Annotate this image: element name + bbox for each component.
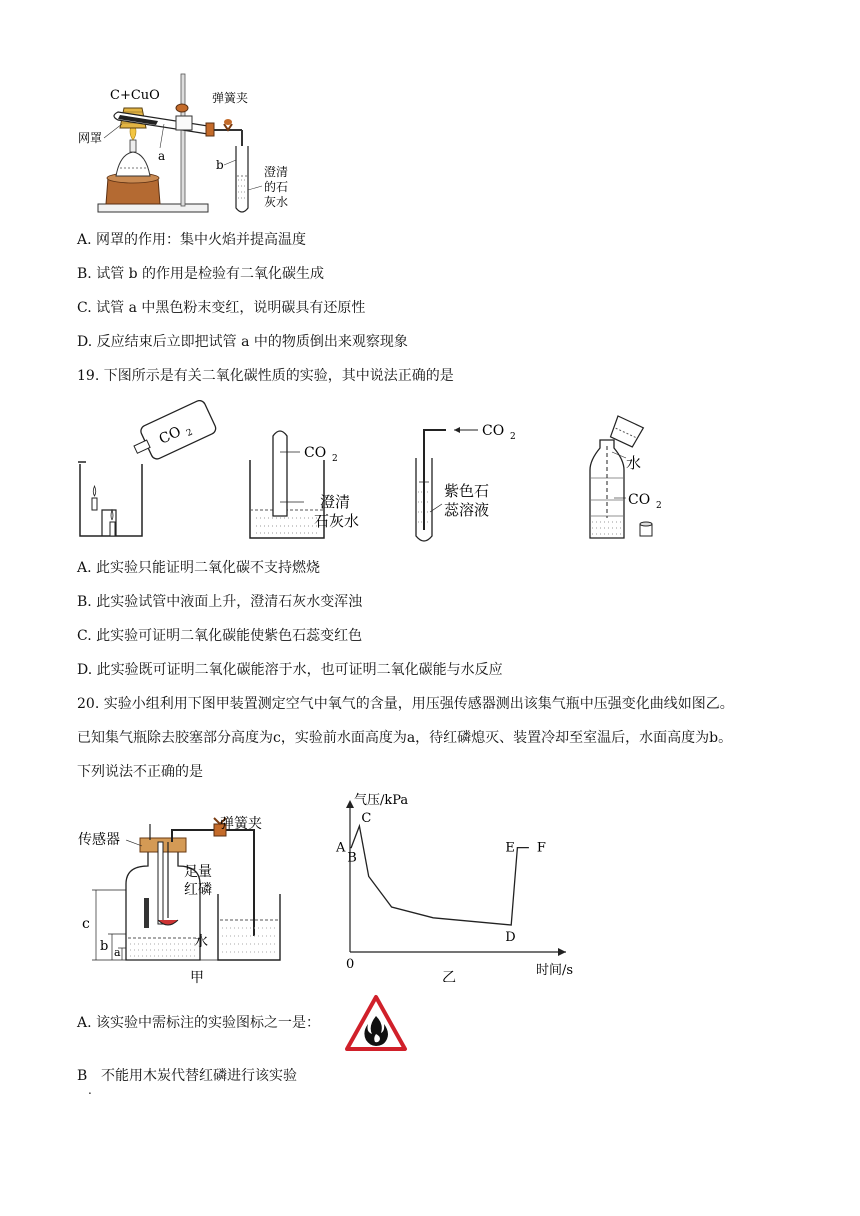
jia-a: a — [114, 946, 121, 959]
point-label-c: C — [361, 811, 372, 826]
p1-co2-sub: 2 — [184, 427, 195, 440]
q19-option-c: C. 此实验可证明二氧化碳能使紫色石蕊变红色 — [77, 628, 363, 644]
q19-option-b: B. 此实验试管中液面上升，澄清石灰水变浑浊 — [77, 594, 363, 610]
q20-stem-1: 20. 实验小组利用下图甲装置测定空气中氧气的含量，用压强传感器测出该集气瓶中压强变化曲线如图乙。 — [77, 696, 734, 712]
label-lime-2: 的石 — [264, 180, 289, 194]
point-label-d: D — [505, 930, 516, 945]
q20-stem-2: 已知集气瓶除去胶塞部分高度为c，实验前水面高度为a，待红磷熄灭、装置冷却至室温后，水面高度为b。 — [77, 730, 733, 746]
jia-water: 水 — [194, 934, 208, 950]
jia-b: b — [100, 939, 109, 954]
p2-lime-1: 澄清 — [320, 493, 351, 511]
pressure-curve — [350, 826, 529, 925]
p4-water: 水 — [626, 454, 642, 472]
point-label-a: A — [336, 840, 346, 856]
label-lime-1: 澄清 — [264, 165, 289, 179]
q18-option-d: D. 反应结束后立即把试管 a 中的物质倒出来观察现象 — [77, 334, 408, 350]
p4-co2-sub: 2 — [656, 501, 662, 511]
p2-co2: CO — [304, 445, 327, 461]
p3-litmus-2: 蕊溶液 — [444, 501, 490, 519]
p2-co2-sub: 2 — [332, 454, 338, 464]
jia-caption: 甲 — [190, 970, 204, 986]
label-a: a — [158, 149, 166, 163]
jia-c: c — [82, 916, 90, 932]
y-axis-label: 气压/kPa — [354, 793, 409, 808]
q18-option-c: C. 试管 a 中黑色粉末变红，说明碳具有还原性 — [77, 300, 366, 316]
q20-stem-3: 下列说法不正确的是 — [77, 764, 203, 780]
label-gauze: 网罩 — [78, 131, 103, 145]
flammable-hazard-icon — [344, 994, 408, 1052]
q19-stem: 19. 下图所示是有关二氧化碳性质的实验，其中说法正确的是 — [77, 368, 454, 384]
origin-label: 0 — [346, 957, 355, 972]
q19-option-d: D. 此实验既可证明二氧化碳能溶于水，也可证明二氧化碳能与水反应 — [77, 662, 503, 678]
label-clip: 弹簧夹 — [212, 91, 249, 105]
q19-figures — [78, 400, 678, 550]
x-axis-label: 时间/s — [536, 963, 574, 978]
point-label-f: F — [536, 840, 546, 856]
option-dot: . — [88, 1083, 92, 1097]
jia-p2: 红磷 — [184, 882, 212, 898]
label-b: b — [216, 158, 224, 172]
jia-sensor: 传感器 — [78, 832, 120, 848]
p4-co2: CO — [628, 492, 651, 508]
q20-option-a: A. 该实验中需标注的实验图标之一是： — [77, 1015, 321, 1031]
q20-option-b-text: 不能用木炭代替红磷进行该实验 — [101, 1068, 297, 1084]
point-label-b: B — [347, 850, 357, 866]
q20-option-b-letter: B — [77, 1068, 88, 1084]
jia-clip: 弹簧夹 — [220, 816, 262, 832]
q18-option-a: A. 网罩的作用：集中火焰并提高温度 — [77, 232, 307, 248]
p1-co2: CO — [156, 423, 184, 448]
p3-co2: CO — [482, 423, 505, 439]
q20-pressure-chart — [330, 786, 590, 982]
chart-caption: 乙 — [442, 970, 456, 982]
q20-apparatus-jia — [78, 810, 308, 986]
q18-apparatus-figure — [78, 68, 298, 218]
q19-option-a: A. 此实验只能证明二氧化碳不支持燃烧 — [77, 560, 321, 576]
p2-lime-2: 石灰水 — [314, 512, 360, 530]
label-reactants: C+CuO — [110, 88, 160, 103]
q18-option-b: B. 试管 b 的作用是检验有二氧化碳生成 — [77, 266, 325, 282]
p3-litmus-1: 紫色石 — [444, 482, 490, 500]
jia-p1: 足量 — [184, 864, 212, 880]
label-lime-3: 灰水 — [264, 195, 289, 209]
point-label-e: E — [505, 840, 515, 856]
p3-co2-sub: 2 — [510, 432, 516, 442]
